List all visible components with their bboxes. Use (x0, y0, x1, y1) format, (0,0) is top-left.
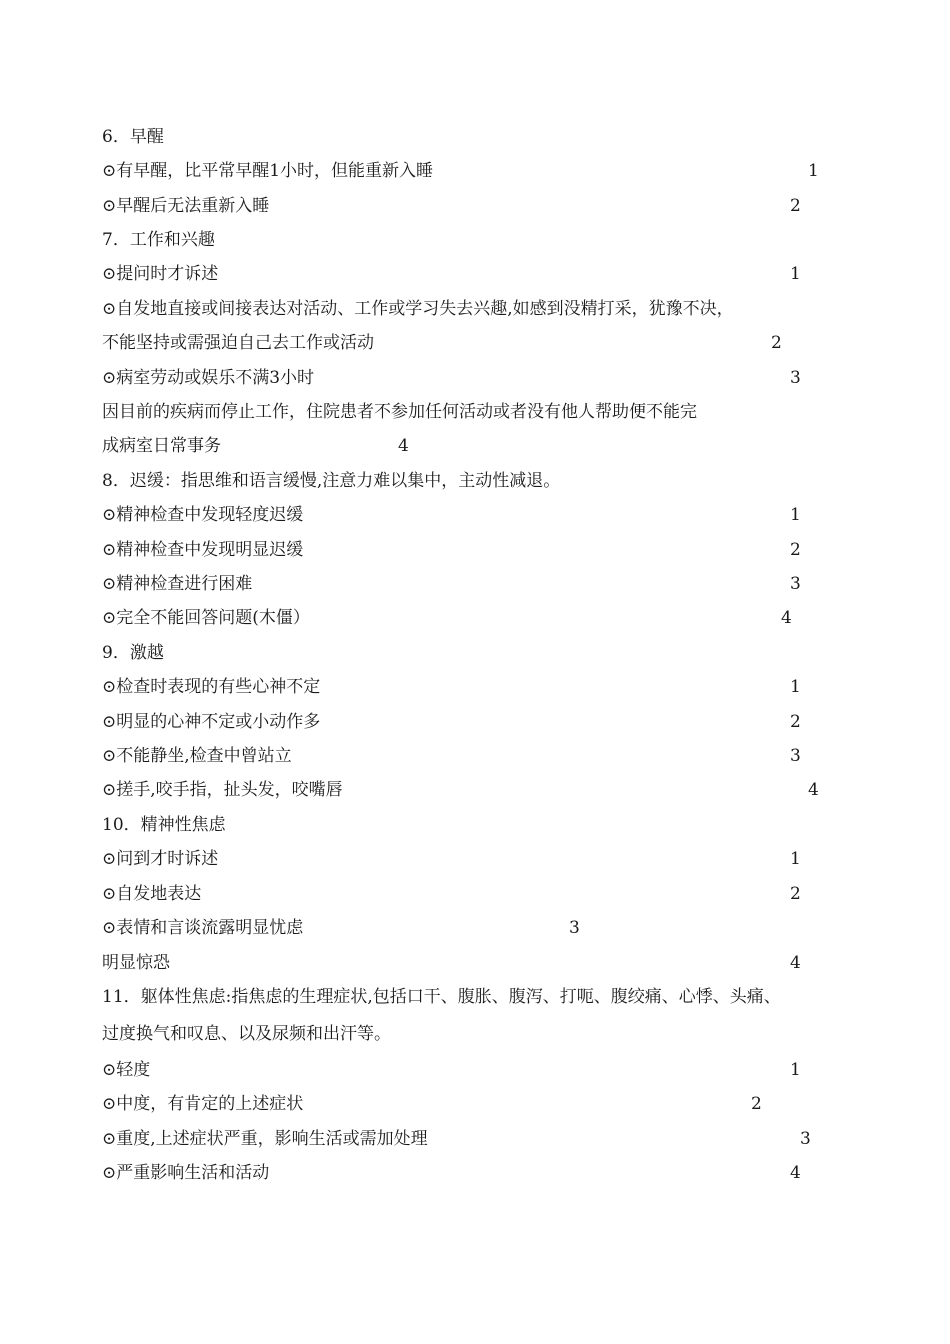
list-item-continuation: 成病室日常事务 (102, 436, 221, 456)
score-value: 4 (808, 780, 819, 800)
section-heading-psychic-anxiety: 10．精神性焦虑 (102, 815, 226, 835)
score-value: 3 (790, 746, 801, 766)
score-value: 1 (790, 505, 801, 525)
list-item: ⊙有早醒，比平常早醒1小时，但能重新入睡 (102, 161, 434, 181)
list-item: ⊙精神检查中发现轻度迟缓 (102, 505, 304, 525)
list-item: ⊙早醒后无法重新入睡 (102, 196, 270, 216)
list-item: 明显惊恐 (102, 953, 170, 973)
score-value: 1 (790, 264, 801, 284)
score-value: 4 (790, 1163, 801, 1183)
list-item: ⊙检查时表现的有些心神不定 (102, 677, 321, 697)
list-item: ⊙精神检查中发现明显迟缓 (102, 540, 304, 560)
score-value: 3 (790, 368, 801, 388)
score-value: 4 (781, 608, 792, 628)
list-item: ⊙自发地直接或间接表达对活动、工作或学习失去兴趣,如感到没精打采，犹豫不决， (102, 299, 734, 319)
score-value: 2 (790, 884, 801, 904)
list-item: ⊙完全不能回答问题(木僵） (102, 608, 310, 628)
score-value: 2 (751, 1094, 762, 1114)
list-item: ⊙问到才时诉述 (102, 849, 219, 869)
score-value: 2 (790, 196, 801, 216)
score-value: 4 (790, 953, 801, 973)
list-item: ⊙表情和言谈流露明显忧虑 (102, 918, 304, 938)
list-item: ⊙自发地表达 (102, 884, 202, 904)
section-heading-early-waking: 6．早醒 (102, 127, 164, 147)
list-item: ⊙搓手,咬手指，扯头发，咬嘴唇 (102, 780, 343, 800)
score-value: 1 (790, 677, 801, 697)
list-item: ⊙严重影响生活和活动 (102, 1163, 270, 1183)
section-heading-somatic-anxiety: 11．躯体性焦虑:指焦虑的生理症状,包括口干、腹胀、腹泻、打呃、腹绞痛、心悸、头痛、 (102, 987, 781, 1007)
score-value: 4 (398, 436, 409, 456)
list-item: ⊙中度，有肯定的上述症状 (102, 1094, 304, 1114)
score-value: 2 (790, 712, 801, 732)
list-item: ⊙轻度 (102, 1060, 151, 1080)
list-item: ⊙提问时才诉述 (102, 264, 219, 284)
list-item: 因目前的疾病而停止工作，住院患者不参加任何活动或者没有他人帮助便不能完 (102, 402, 697, 422)
list-item-continuation: 不能坚持或需强迫自己去工作或活动 (102, 333, 374, 353)
section-heading-continuation: 过度换气和叹息、以及尿频和出汗等。 (102, 1024, 391, 1044)
list-item: ⊙重度,上述症状严重，影响生活或需加处理 (102, 1129, 428, 1149)
score-value: 2 (771, 333, 782, 353)
section-heading-retardation: 8．迟缓：指思维和语言缓慢,注意力难以集中，主动性减退。 (102, 471, 561, 491)
section-heading-agitation: 9．激越 (102, 643, 164, 663)
list-item: ⊙精神检查进行困难 (102, 574, 253, 594)
score-value: 1 (790, 1060, 801, 1080)
list-item: ⊙病室劳动或娱乐不满3小时 (102, 368, 315, 388)
score-value: 2 (790, 540, 801, 560)
score-value: 3 (800, 1129, 811, 1149)
score-value: 3 (790, 574, 801, 594)
score-value: 1 (790, 849, 801, 869)
list-item: ⊙明显的心神不定或小动作多 (102, 712, 321, 732)
score-value: 3 (569, 918, 580, 938)
section-heading-work-interest: 7．工作和兴趣 (102, 230, 215, 250)
score-value: 1 (808, 161, 819, 181)
list-item: ⊙不能静坐,检查中曾站立 (102, 746, 292, 766)
